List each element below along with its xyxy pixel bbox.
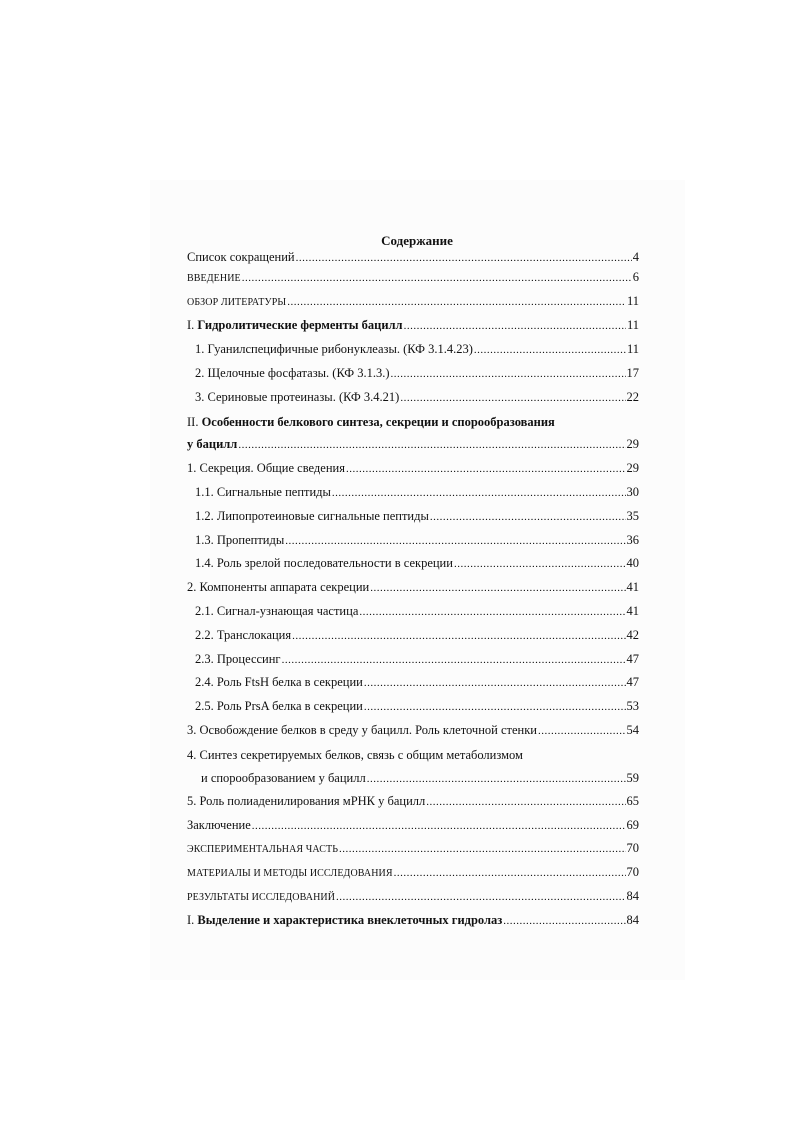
toc-entry-label: 1. Секреция. Общие сведения [187, 461, 345, 476]
toc-entry-page: 59 [626, 770, 639, 785]
toc-entry-label: Список сокращений [187, 250, 295, 264]
dot-leader [538, 724, 626, 738]
toc-entry [187, 742, 639, 766]
toc-entry [187, 909, 639, 933]
toc-entry [187, 718, 639, 742]
dot-leader [287, 295, 626, 309]
toc-entry-page: 65 [626, 794, 639, 809]
dot-leader [285, 534, 625, 548]
toc-entry-page: 6 [632, 269, 639, 284]
toc-entry-number: II. [187, 414, 199, 429]
toc-entry-label [187, 913, 502, 927]
toc-entry-page: 47 [626, 651, 639, 666]
dot-leader [296, 251, 632, 265]
toc-entry [187, 337, 639, 361]
dot-leader [367, 772, 626, 786]
toc-entry [187, 623, 639, 647]
dot-leader [474, 343, 626, 357]
toc-entry [187, 480, 639, 504]
toc-entry [187, 528, 639, 552]
dot-leader [430, 510, 626, 524]
toc-entry-page: 53 [626, 699, 639, 714]
toc-entry-label: 2.1. Сигнал-узнающая частица [195, 603, 359, 618]
toc-entry-page: 70 [626, 840, 639, 855]
dot-leader [359, 605, 625, 619]
toc-entry-label: 3. Освобождение белков в среду у бацилл. Роль клеточной стенки [187, 722, 537, 737]
toc-entry-page: 11 [626, 342, 639, 357]
dot-leader [282, 653, 626, 667]
toc-entry [187, 647, 639, 671]
toc-entry-label: ВВЕДЕНИЕ [187, 272, 241, 284]
toc-entry-page: 35 [626, 508, 639, 523]
toc-entry-page: 36 [626, 532, 639, 547]
toc-entry-page: 41 [626, 603, 639, 618]
toc-entry [187, 361, 639, 385]
toc-entry-page: 30 [626, 484, 639, 499]
toc-entry-page: 17 [626, 365, 639, 380]
toc-entry-title: Выделение и характеристика внеклеточных гидролаз [197, 913, 503, 928]
toc-entry-label: 2.4. Роль FtsH белка в секреции [195, 675, 363, 690]
toc-entry-page: 47 [626, 675, 639, 690]
toc-entry-label: 2.2. Транслокация [195, 627, 292, 642]
toc-entry-page: 4 [632, 250, 639, 264]
toc-entry-page: 11 [626, 293, 639, 308]
toc-entry [187, 385, 639, 409]
toc-entry-number: I. [187, 913, 195, 928]
toc-entry-label [187, 318, 403, 332]
dot-leader [346, 462, 626, 476]
toc-entry-title: Особенности белкового синтеза, секреции и спорообразования [201, 414, 555, 429]
toc-entry-label: ОБЗОР ЛИТЕРАТУРЫ [187, 296, 287, 308]
toc-entry [187, 250, 639, 266]
toc-entry-page: 42 [626, 627, 639, 642]
toc-entry-page: 11 [626, 318, 639, 333]
dot-leader [370, 581, 625, 595]
toc-entry-label: 2. Компоненты аппарата секреции [187, 580, 370, 595]
toc-title: Содержание [381, 233, 453, 248]
toc-entry-label: 3. Сериновые протеиназы. (КФ 3.4.21) [195, 389, 400, 404]
toc-entry-label: 1.3. Пропептиды [195, 532, 285, 547]
toc-entry-page: 70 [626, 864, 639, 879]
toc-entry-label: ЭКСПЕРИМЕНТАЛЬНАЯ ЧАСТЬ [187, 843, 339, 855]
toc-entry-page: 69 [626, 818, 639, 833]
dot-leader [364, 700, 626, 714]
toc-entry [187, 552, 639, 576]
toc-entry [187, 766, 639, 790]
toc-entry-label: и спорообразованием у бацилл [201, 770, 366, 785]
toc-entry-page: 40 [626, 556, 639, 571]
dot-leader [404, 319, 626, 333]
toc-entry [187, 885, 639, 909]
toc-entry-label: 4. Синтез секретируемых белков, связь с общим метаболизмом [187, 747, 523, 762]
toc-entry-label: Заключение [187, 818, 251, 833]
toc-entry-page: 54 [626, 722, 639, 737]
toc-entry-label: 1.1. Сигнальные пептиды [195, 484, 331, 499]
dot-leader [400, 391, 625, 405]
toc-entry-label: 1.4. Роль зрелой последовательности в секреции [195, 556, 453, 571]
toc-entry-label: 5. Роль полиаденилирования мРНК у бацилл [187, 794, 426, 809]
toc-entry-label: РЕЗУЛЬТАТЫ ИССЛЕДОВАНИЙ [187, 891, 336, 903]
toc-entry-label: 2.3. Процессинг [195, 651, 281, 666]
toc-entry-number: I. [187, 318, 195, 333]
toc-entry-page: 41 [626, 580, 639, 595]
dot-leader [332, 486, 626, 500]
dot-leader [364, 676, 626, 690]
toc-entry-page: 84 [626, 888, 639, 903]
dot-leader [503, 914, 625, 928]
dot-leader [292, 629, 625, 643]
dot-leader [454, 557, 626, 571]
toc-entry-label [187, 415, 555, 429]
toc-entry [187, 433, 639, 457]
toc-entry-page: 29 [626, 437, 639, 452]
toc-entry [187, 861, 639, 885]
dot-leader [242, 271, 632, 285]
toc-entry-title: Гидролитические ферменты бацилл [197, 318, 403, 333]
toc-entry [187, 813, 639, 837]
toc-entry-label: 1.2. Липопротеиновые сигнальные пептиды [195, 508, 429, 523]
toc-entry-page: 29 [626, 461, 639, 476]
table-of-contents [187, 232, 639, 932]
dot-leader [426, 795, 625, 809]
toc-entry [187, 409, 639, 433]
toc-entry-label: 1. Гуанилспецифичные рибонуклеазы. (КФ 3.1.4.23) [195, 342, 473, 357]
toc-entry [187, 575, 639, 599]
toc-entry-page: 22 [626, 389, 639, 404]
toc-entry [187, 790, 639, 814]
toc-entry-page: 84 [626, 913, 639, 928]
toc-entry-label: у бацилл [187, 437, 238, 452]
dot-leader [252, 819, 626, 833]
dot-leader [339, 842, 625, 856]
toc-entry [187, 694, 639, 718]
dot-leader [336, 890, 625, 904]
toc-entry [187, 504, 639, 528]
dot-leader [391, 367, 626, 381]
dot-leader [238, 438, 625, 452]
toc-entry-label: МАТЕРИАЛЫ И МЕТОДЫ ИССЛЕДОВАНИЯ [187, 867, 393, 879]
toc-entry [187, 599, 639, 623]
toc-entry-label: 2.5. Роль PrsA белка в секреции [195, 699, 363, 714]
toc-entry [187, 314, 639, 338]
toc-entry [187, 456, 639, 480]
dot-leader [394, 866, 626, 880]
toc-entry [187, 266, 639, 290]
toc-entry [187, 290, 639, 314]
toc-entry-label: 2. Щелочные фосфатазы. (КФ 3.1.3.) [195, 365, 390, 380]
toc-entry [187, 837, 639, 861]
toc-entry [187, 671, 639, 695]
